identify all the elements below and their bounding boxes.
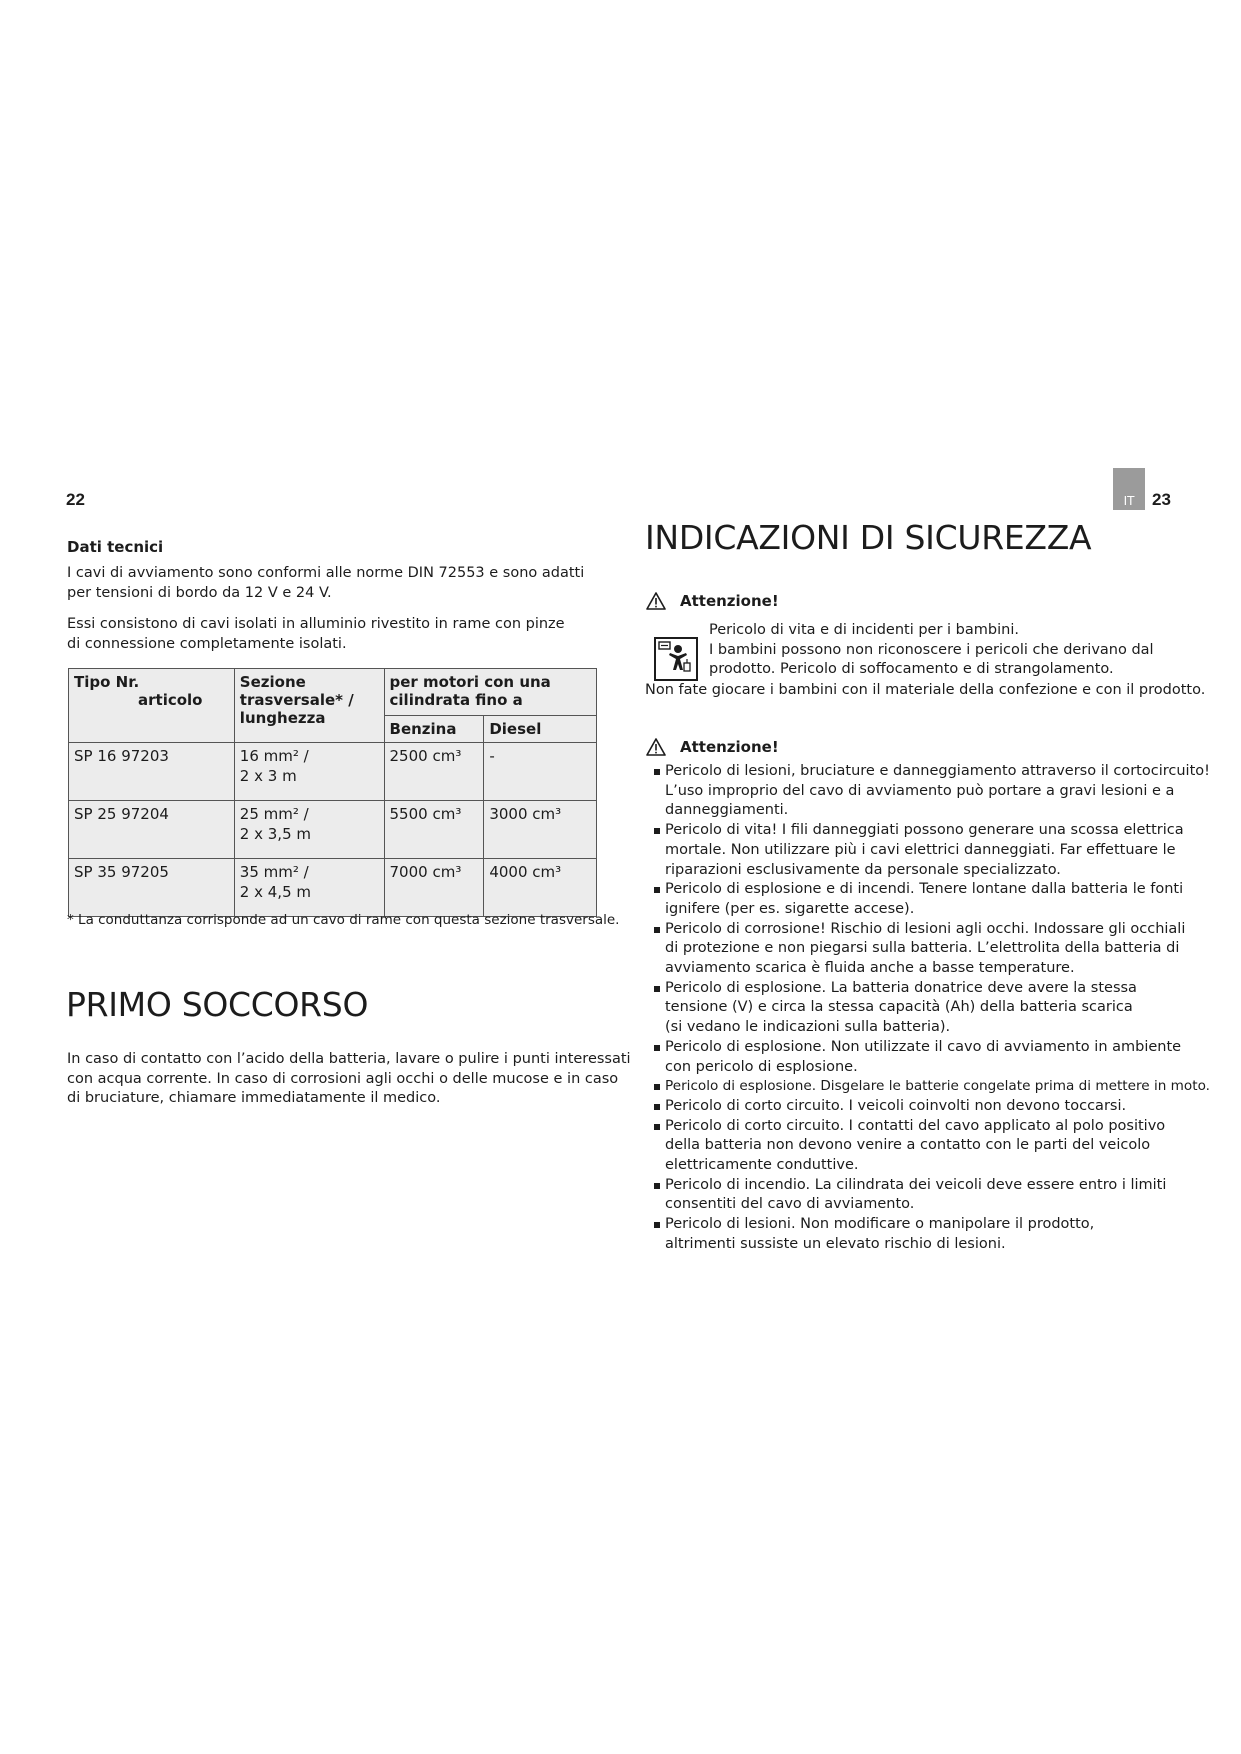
text-line: mortale. Non utilizzare più i cavi elettrici danneggiati. Far effettuare le xyxy=(665,841,1176,858)
cell-benzina: 2500 cm³ xyxy=(384,743,484,801)
text-line: Pericolo di esplosione. Non utilizzate il cavo di avviamento in ambiente xyxy=(665,1038,1182,1055)
table-row xyxy=(69,743,597,801)
text-line: Pericolo di esplosione. La batteria donatrice deve avere la stessa xyxy=(665,979,1137,996)
tech-paragraph-2 xyxy=(67,615,565,654)
text-line: Pericolo di corrosione! Rischio di lesioni agli occhi. Indossare gli occhiali xyxy=(665,920,1186,937)
header-benzina: Benzina xyxy=(384,716,484,743)
text-line: L’uso improprio del cavo di avviamento può portare a gravi lesioni e a xyxy=(665,782,1175,799)
text-line: danneggiamenti. xyxy=(665,802,789,819)
page-number-right: 23 xyxy=(1152,490,1171,509)
header-sezione: Sezione trasversale* / lunghezza xyxy=(234,669,384,743)
cell-sezione-area: 16 mm² / xyxy=(239,747,309,765)
text-line: Essi consistono di cavi isolati in alluminio rivestito in rame con pinze xyxy=(67,616,565,632)
header-articolo-label: articolo xyxy=(138,691,203,709)
child-hazard-icon xyxy=(654,637,698,681)
list-item xyxy=(652,1215,1212,1254)
header-motori: per motori con una cilindrata fino a xyxy=(384,669,596,716)
text-line: di bruciature, chiamare immediatamente il medico. xyxy=(67,1090,441,1106)
list-item xyxy=(652,979,1212,1038)
page-number-left: 22 xyxy=(66,490,85,509)
tech-paragraph-1 xyxy=(67,564,584,603)
language-tab: IT xyxy=(1113,468,1145,510)
header-diesel: Diesel xyxy=(484,716,597,743)
text-line: Pericolo di lesioni. Non modificare o manipolare il prodotto, xyxy=(665,1216,1095,1233)
text-line: con acqua corrente. In caso di corrosioni agli occhi o delle mucose e in caso xyxy=(67,1070,619,1087)
text-line: per tensioni di bordo da 12 V e 24 V. xyxy=(67,584,332,601)
cell-sezione-length: 2 x 3 m xyxy=(239,767,297,785)
cell-diesel: - xyxy=(484,743,597,801)
warning-heading-2 xyxy=(646,738,779,756)
text-line: Pericolo di incendio. La cilindrata dei veicoli deve essere entro i limiti xyxy=(665,1176,1167,1193)
text-line: della batteria non devono venire a contatto con le parti del veicolo xyxy=(665,1137,1151,1154)
cell-tipo: SP 35 97205 xyxy=(69,859,235,917)
warning-heading-1 xyxy=(646,592,779,610)
list-item xyxy=(652,1117,1212,1176)
text-line: I bambini possono non riconoscere i pericoli che derivano dal xyxy=(709,641,1154,658)
list-item xyxy=(652,920,1212,979)
text-line: ignifere (per es. sigarette accese). xyxy=(665,900,915,917)
cell-tipo: SP 16 97203 xyxy=(69,743,235,801)
text-line: altrimenti sussiste un elevato rischio di lesioni. xyxy=(665,1235,1006,1252)
cell-sezione xyxy=(234,859,384,917)
cell-sezione xyxy=(234,801,384,859)
text-line: Pericolo di esplosione. Disgelare le batterie congelate prima di mettere in moto. xyxy=(665,1078,1210,1095)
child-warning-text xyxy=(709,621,1154,680)
table-row xyxy=(69,859,597,917)
cell-sezione-length: 2 x 3,5 m xyxy=(239,825,311,843)
list-item xyxy=(652,1097,1212,1117)
list-item xyxy=(652,1077,1212,1097)
warning-triangle-icon xyxy=(646,592,666,610)
text-line: Pericolo di corto circuito. I veicoli coinvolti non devono toccarsi. xyxy=(665,1097,1127,1114)
header-tipo xyxy=(69,669,235,743)
safety-title: INDICAZIONI DI SICUREZZA xyxy=(645,518,1092,557)
text-line: avviamento scarica è fluida anche a basse temperature. xyxy=(665,960,1075,977)
text-line: Pericolo di esplosione e di incendi. Tenere lontane dalla batteria le fonti xyxy=(665,881,1184,898)
first-aid-title: PRIMO SOCCORSO xyxy=(66,985,369,1024)
text-line: Pericolo di corto circuito. I contatti del cavo applicato al polo positivo xyxy=(665,1117,1166,1134)
spec-table xyxy=(68,668,597,917)
text-line: tensione (V) e circa la stessa capacità (Ah) della batteria scarica xyxy=(665,999,1133,1016)
text-line: Pericolo di lesioni, bruciature e danneggiamento attraverso il cortocircuito! xyxy=(665,763,1210,779)
text-line: I cavi di avviamento sono conformi alle norme DIN 72553 e sono adatti xyxy=(67,565,585,581)
cell-benzina: 7000 cm³ xyxy=(384,859,484,917)
text-line: (si vedano le indicazioni sulla batteria). xyxy=(665,1019,951,1036)
text-line: consentiti del cavo di avviamento. xyxy=(665,1196,915,1213)
list-item xyxy=(652,1176,1212,1215)
cell-benzina: 5500 cm³ xyxy=(384,801,484,859)
list-item xyxy=(652,880,1212,919)
safety-bullet-list xyxy=(652,762,1212,1255)
warning-label: Attenzione! xyxy=(680,592,779,610)
text-line: riparazioni esclusivamente da personale specializzato. xyxy=(665,861,1061,878)
text-line: di protezione e non piegarsi sulla batteria. L’elettrolita della batteria di xyxy=(665,940,1180,957)
tech-data-heading: Dati tecnici xyxy=(67,538,164,556)
cell-sezione-length: 2 x 4,5 m xyxy=(239,883,311,901)
text-line: elettricamente conduttive. xyxy=(665,1157,859,1174)
text-line: Pericolo di vita e di incidenti per i bambini. xyxy=(709,622,1019,638)
cell-sezione xyxy=(234,743,384,801)
table-header-row xyxy=(69,669,597,716)
packaging-warning-text: Non fate giocare i bambini con il materiale della confezione e con il prodotto. xyxy=(645,682,1206,698)
child-figure-icon xyxy=(656,639,696,679)
list-item xyxy=(652,821,1212,880)
text-line: prodotto. Pericolo di soffocamento e di strangolamento. xyxy=(709,661,1114,677)
list-item xyxy=(652,762,1212,821)
cell-sezione-area: 25 mm² / xyxy=(239,805,309,823)
text-line: Pericolo di vita! I fili danneggiati possono generare una scossa elettrica xyxy=(665,822,1184,839)
warning-triangle-icon xyxy=(646,738,666,756)
table-row xyxy=(69,801,597,859)
text-line: In caso di contatto con l’acido della batteria, lavare o pulire i punti interessati xyxy=(67,1051,631,1067)
first-aid-paragraph xyxy=(67,1050,631,1109)
cell-tipo: SP 25 97204 xyxy=(69,801,235,859)
table-footnote: * La conduttanza corrisponde ad un cavo di rame con questa sezione trasversale. xyxy=(67,912,620,928)
list-item xyxy=(652,1038,1212,1077)
text-line: con pericolo di esplosione. xyxy=(665,1058,858,1075)
cell-diesel: 4000 cm³ xyxy=(484,859,597,917)
cell-sezione-area: 35 mm² / xyxy=(239,863,309,881)
warning-label: Attenzione! xyxy=(680,738,779,756)
header-tipo-label: Tipo Nr. xyxy=(74,673,140,691)
cell-diesel: 3000 cm³ xyxy=(484,801,597,859)
text-line: di connessione completamente isolati. xyxy=(67,635,347,652)
